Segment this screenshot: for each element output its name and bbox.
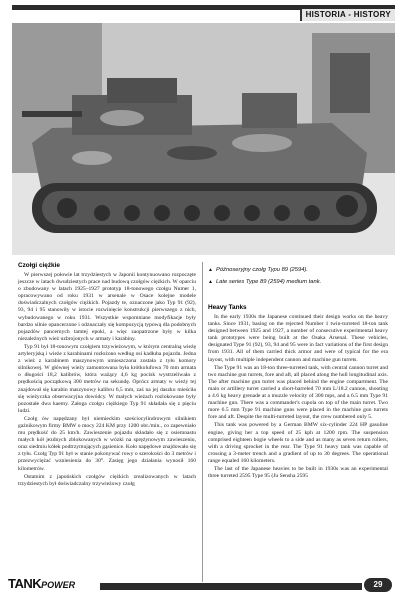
photo-captions [208, 266, 388, 290]
triangle-bullet-icon: ▲ [208, 279, 213, 285]
polish-paragraph-4: Ostatnim z japońskich czołgów ciężkich zrealizowanych w latach trzydziestych był doświadczalny trzywieżowy czołg [18, 473, 196, 487]
logo-main: TANK [8, 576, 42, 591]
polish-paragraph-2: Typ 91 był 18-tonowym czołgiem trzywieżowym, w którym centralną wieżę artyleryjską i wieże z karabinami rozłożono według osi kadłuba pojazdu. Jedna z wież z karabinem maszynowym umieszczona została z tyłu komory silnikowej. W głównej wieży zamontowana była krótkolufowa 70 mm armata o długości 18,2 kalibrów, która ważący 4,6 kg pocisk wystrzeliwała z prędkością początkową 300 metrów na sekundę. Oprócz armaty w wieży tej znajdował się karabin maszynowy kalibru 6,5 mm, zaś na jej daszku mieściła się wieżyczka obserwacyjna dowódcy. W małych wieżach rozlokowane były pozostałe dwa kaemy. Załoga czołgu ciężkiego Typ 91 składała się z pięciu ludzi. [18, 343, 196, 414]
polish-paragraph-3: Czołg ów napędzany był niemieckim sześciocylindrowym silnikiem gaźnikowym firmy BMW o mocy 224 KM przy 1200 obr./min., co zapewniało mu prędkość do 25 km/h. Zawieszenie pojazdu składało się z osiemnastu małych kół jezdnych zblokowanych w wózki na sprężynowym zawieszeniu, oraz siedmiu kółek podtrzymujących gąsienice. Koło napędowe znajdowało się z tyłu. Czołg Typ 91 był w stanie pokonywać rowy o szerokości do 3 metrów i przezwyciężać wzniesienia do 30°. Zasięg jego działania wynosił 160 kilometrów. [18, 415, 196, 472]
page-number: 29 [364, 578, 392, 592]
english-paragraph-3: This tank was powered by a German BMW six-cylinder 224 HP gasoline engine, giving her a top speed of 25 kph at 1200 rpm. The suspension comprised eighteen bogie wheels to a side and as many as seven return rollers, with a driving sprocket in the rear. The Type 91 heavy tank was capable of crossing a 3-meter trench and a gradient of up to 30 degrees. The operational range equaled 160 kilometers. [208, 422, 388, 464]
english-heading: Heavy Tanks [208, 304, 247, 311]
tank-photo [12, 23, 395, 255]
english-article-column [208, 304, 388, 580]
polish-paragraph-1: W pierwszej połowie lat trzydziestych w Japonii kontynuowano rozpoczęte jeszcze w latach dwudziestych prace nad budową czołgów ciężkich. W oparciu o zbudowany w latach 1925–1927 prototyp 18-tonowego czołgu Numer 1, opracowywano od roku 1931 w arsenale w Osace kolejne modele doświadczalnych czołgów ciężkich. Pojazdy te, oznaczone jako Typ 91 (92), 93, 94 i 95 stanowiły w istocie rozwinięcie konstrukcji pierwszego z nich, wybudowanego w roku 1931. Wszystkie wspomniane modyfikacje były bardzo silnie opancerzone i odznaczały się kompozycją typową dla podobnych pojazdów pancernych tamtej epoki, a więc zaopatrzone były w kilka niezależnych wież uzbrojonych w armaty i karabiny. [18, 272, 196, 342]
english-paragraph-4: The last of the Japanese heavies to be built in 1930s was an experimental three turreted 2595 Type 95 (Ju Sensha 2595 [208, 465, 388, 480]
tank-power-logo [8, 577, 96, 591]
english-paragraph-1: In the early 1930s the Japanese continued their design works on the heavy tanks. Since 1931, basing on the rejected Number 1 twin-turreted 18-ton tank designed between 1925 and 1927, a number of consecutive experimental heavy tank prototypes were being built at the Osaka Arsenal. These vehicles, designated Type 91 (92), 93, 94 and 95 were in fact variations of the first design from 1931. All of them carried thick armor and were of typical for the era layout, with multiple independent cannon and machine gun turrets. [208, 314, 388, 363]
caption-polish [208, 266, 388, 274]
logo-sub: POWER [41, 580, 76, 590]
english-paragraph-2: The Type 91 was an 18-ton three-turreted tank, with central cannon turret and two machine gun turrets, fore and aft, all placed along the hull longitudinal axis. The after machine gun turret was placed behind the engine compartment. The main or artillery turret carried a short-barreled 70 mm L/18.2 cannon, shooting a 4.6 kg heavy grenade at a muzzle velocity of 300 mps, and a 6.5 mm Type 91 machine gun. There was a commander's cupola on top of the main turret. Two more 6.5 mm Type 91 machine guns were placed in the machine gun turrets fore and aft. Despite the multi-turreted layout, the crew numbered only 5. [208, 364, 388, 421]
polish-heading: Czołgi ciężkie [18, 262, 60, 269]
caption-polish-text: Późnoseryjny czołg Typu 89 (2594). [215, 267, 308, 273]
polish-article-column [18, 262, 196, 570]
triangle-bullet-icon: ▲ [208, 267, 213, 273]
column-divider [202, 262, 203, 582]
caption-english [208, 278, 388, 286]
footer-rule [100, 583, 362, 590]
section-tag: HISTORIA - HISTORY [300, 9, 395, 21]
caption-english-text: Late series Type 89 (2594) medium tank. [215, 279, 322, 285]
